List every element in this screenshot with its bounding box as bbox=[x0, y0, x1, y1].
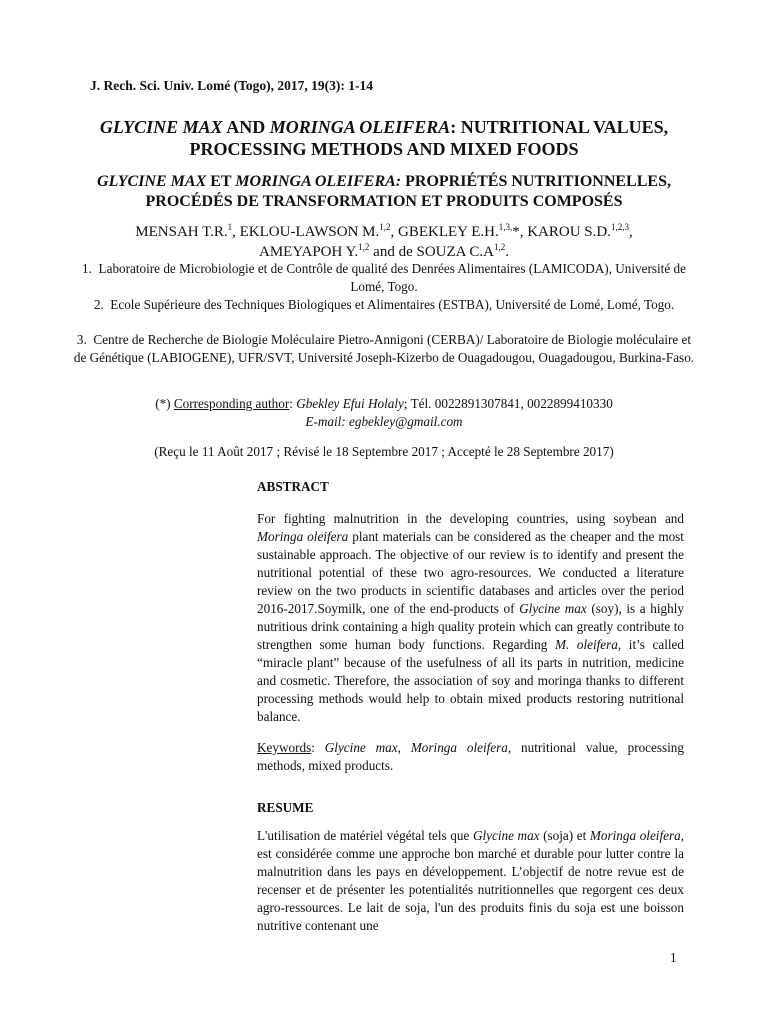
abstract-text bbox=[257, 510, 684, 726]
corresponding-email[interactable]: E-mail: egbekley@gmail.com bbox=[305, 414, 463, 429]
resume-part: L'utilisation de matériel végétal tels que bbox=[257, 828, 473, 843]
author-affiliation: 1,2 bbox=[494, 242, 506, 252]
keywords-colon: : bbox=[311, 740, 325, 755]
title-en-species-1: GLYCINE MAX bbox=[99, 117, 223, 137]
author-affiliation: 1 bbox=[227, 222, 233, 232]
abstract-species: Moringa oleifera bbox=[257, 529, 349, 544]
abstract-species: M. oleifera, bbox=[554, 637, 622, 652]
corresponding-colon: : bbox=[289, 396, 297, 411]
abstract-heading: ABSTRACT bbox=[257, 479, 329, 494]
resume-heading: RESUME bbox=[257, 800, 314, 815]
author-name: KAROU S.D. bbox=[527, 224, 611, 240]
title-en-rest: : NUTRITIONAL VALUES, PROCESSING METHODS AND MIXED FOODS bbox=[189, 117, 669, 159]
author-separator: , bbox=[232, 224, 240, 240]
corresponding-prefix: (*) bbox=[155, 396, 174, 411]
corresponding-phones: ; Tél. 0022891307841, 0022899410330 bbox=[403, 396, 613, 411]
title-en-species-2: MORINGA OLEIFERA bbox=[269, 117, 451, 137]
resume-species: Glycine max bbox=[472, 828, 540, 843]
title-fr-species-2: MORINGA OLEIFERA: bbox=[235, 173, 402, 190]
title-english bbox=[60, 116, 708, 160]
keywords bbox=[257, 739, 684, 775]
author-separator: *, bbox=[512, 224, 528, 240]
corresponding-name: Gbekley Efui Holaly bbox=[296, 396, 404, 411]
author-affiliation: 1,2 bbox=[358, 242, 370, 252]
author-affiliation: 1,2 bbox=[379, 222, 391, 232]
author-affiliation: 1,2,3 bbox=[610, 222, 629, 232]
abstract-species: Glycine max bbox=[519, 601, 587, 616]
keyword: Glycine max bbox=[324, 740, 398, 755]
resume-part: (soja) et bbox=[539, 828, 590, 843]
title-en-and: AND bbox=[222, 117, 270, 137]
affiliation-1: 1. Laboratoire de Microbiologie et de Contrôle de qualité des Denrées Alimentaires (LAMICODA), Université de Lomé, Togo. bbox=[82, 261, 686, 294]
author-name: de SOUZA C.A bbox=[398, 244, 495, 260]
abstract-part: it’s called “miracle plant” because of the usefulness of all its parts in nutrition, medicine and cosmetic. Therefore, the association of soy and moringa thanks to different processing methods would help to obtain mixed products restoring nutritional balance. bbox=[257, 637, 684, 724]
resume-species: Moringa oleifera, bbox=[589, 828, 685, 843]
title-fr-species-1: GLYCINE MAX bbox=[97, 173, 207, 190]
keywords-rest: , nutritional value, processing methods, mixed products. bbox=[257, 740, 684, 773]
author-separator: , bbox=[628, 224, 633, 240]
corresponding-author bbox=[60, 395, 708, 431]
author-separator: . bbox=[505, 244, 510, 260]
author-separator: and bbox=[369, 244, 399, 260]
page-number: 1 bbox=[670, 950, 677, 965]
abstract-part: For fighting malnutrition in the developing countries, using soybean and bbox=[257, 511, 684, 526]
keyword: Moringa oleifera bbox=[410, 740, 508, 755]
submission-dates: (Reçu le 11 Août 2017 ; Révisé le 18 Septembre 2017 ; Accepté le 28 Septembre 2017) bbox=[154, 444, 614, 459]
resume-part: est considérée comme une approche bon marché et durable pour lutter contre la malnutrition dans les pays en développement. L’objectif de notre revue est de recenser et de présenter les potentialités nutritionnelles que regorgent ces deux agro-ressources. Le lait de soja, l'un des produits finis du soja est une boisson nutritive contenant une bbox=[257, 846, 684, 933]
title-fr-rest: PROPRIÉTÉS NUTRITIONNELLES, PROCÉDÉS DE TRANSFORMATION ET PRODUITS COMPOSÉS bbox=[145, 173, 671, 210]
keywords-separator: , bbox=[397, 740, 411, 755]
abstract-part: (soy), is a highly nutritious drink containing a high quality protein which can greatly contribute to strengthen some human body functions. Regarding bbox=[257, 601, 684, 652]
author-name: GBEKLEY E.H. bbox=[398, 224, 499, 240]
journal-reference: J. Rech. Sci. Univ. Lomé (Togo), 2017, 19(3): 1-14 bbox=[90, 78, 373, 93]
affiliation-3: 3. Centre de Recherche de Biologie Moléculaire Pietro-Annigoni (CERBA)/ Laboratoire de Biologie moléculaire et de Génétique (LABIOGENE), UFR/SVT, Université Joseph-Kizerbo de Ouagadougou, Ouagadougou, Burkina-Faso. bbox=[73, 332, 695, 365]
resume-text bbox=[257, 827, 684, 935]
author-name: MENSAH T.R. bbox=[135, 224, 228, 240]
author-name: AMEYAPOH Y. bbox=[258, 244, 359, 260]
title-french bbox=[60, 172, 708, 212]
author-name: EKLOU-LAWSON M. bbox=[239, 224, 380, 240]
author-separator: , bbox=[390, 224, 399, 240]
corresponding-label: Corresponding author bbox=[173, 396, 290, 411]
affiliation-2: 2. Ecole Supérieure des Techniques Biologiques et Alimentaires (ESTBA), Université de Lomé, Lomé, Togo. bbox=[93, 297, 675, 312]
title-fr-et: ET bbox=[206, 173, 236, 190]
author-list bbox=[70, 222, 698, 262]
keywords-label: Keywords bbox=[257, 740, 312, 755]
author-affiliation: 1,3, bbox=[498, 222, 513, 232]
abstract-part: plant materials can be considered as the cheaper and the most sustainable approach. The objective of our review is to identify and present the nutritional potential of these two agro-resources. We conducted a literature review on the two products in scientific databases and articles over the period 2016-2017.Soymilk, one of the end-products of bbox=[257, 529, 684, 616]
